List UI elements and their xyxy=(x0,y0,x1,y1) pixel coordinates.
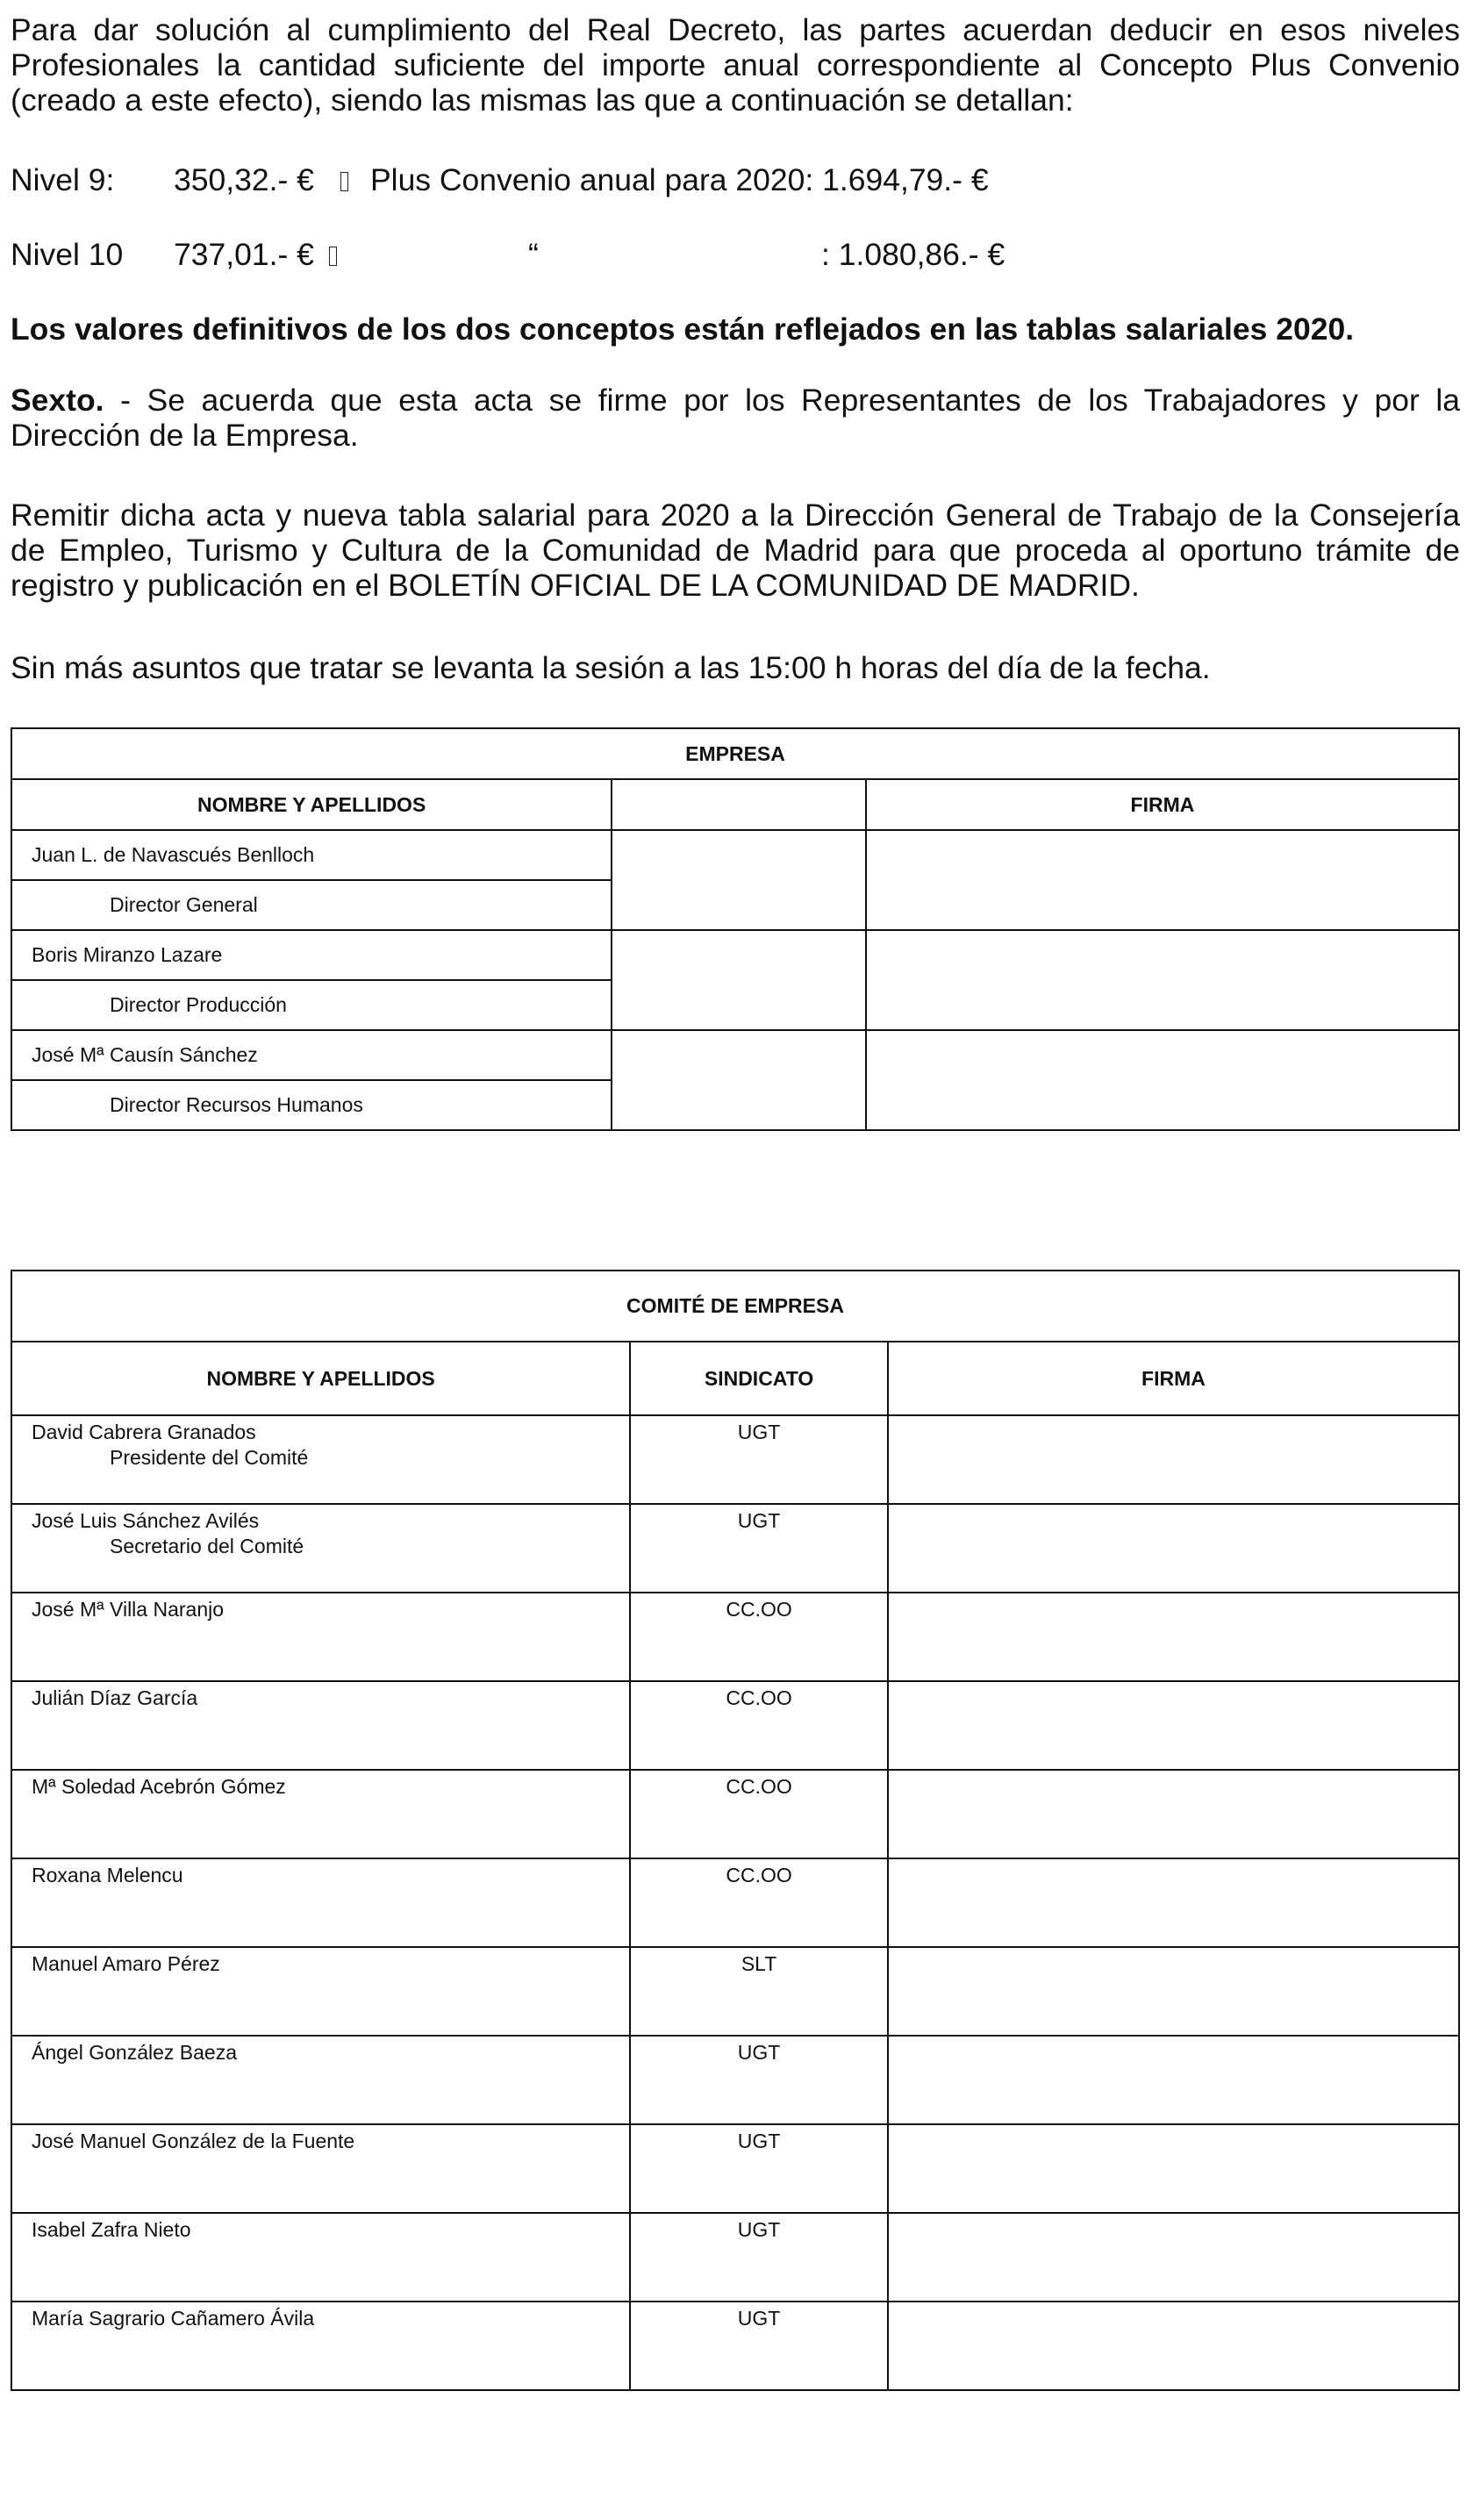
intro-paragraph xyxy=(11,12,1460,118)
member-name-cell xyxy=(11,2213,630,2302)
member-name: José Mª Villa Naranjo xyxy=(32,1598,225,1621)
signature-cell xyxy=(888,2036,1459,2124)
member-name: José Manuel González de la Fuente xyxy=(32,2130,355,2152)
member-name-cell xyxy=(11,2036,630,2124)
member-sindicato: UGT xyxy=(630,2302,888,2390)
missing-glyph-icon xyxy=(329,237,337,272)
column-header-name: NOMBRE Y APELLIDOS xyxy=(11,1342,630,1415)
member-sindicato: UGT xyxy=(630,2036,888,2124)
blank-cell xyxy=(612,830,866,930)
sexto-line xyxy=(11,383,1460,418)
intro-line: Para dar solución al cumplimiento del Real Decreto, las partes acuerdan deducir en esos niveles xyxy=(11,12,1460,47)
table-row xyxy=(11,1770,1459,1858)
table-row xyxy=(11,1858,1459,1947)
nivel-total: : 1.080,86.- € xyxy=(821,237,1005,272)
sexto-paragraph xyxy=(11,383,1460,453)
member-sindicato: SLT xyxy=(630,1947,888,2036)
blank-cell xyxy=(612,1030,866,1130)
column-header-firma: FIRMA xyxy=(888,1342,1459,1415)
member-name-cell xyxy=(11,1770,630,1858)
signature-cell xyxy=(888,1593,1459,1681)
member-name: Roxana Melencu xyxy=(32,1864,183,1886)
intro-line: Profesionales la cantidad suficiente del importe anual correspondiente al Concepto Plus Convenio xyxy=(11,47,1460,82)
blank-cell xyxy=(612,930,866,1030)
remitir-line: de Empleo, Turismo y Cultura de la Comunidad de Madrid para que proceda al oportuno trámite de xyxy=(11,533,1460,568)
member-name: Isabel Zafra Nieto xyxy=(32,2218,191,2241)
table-row xyxy=(11,1593,1459,1681)
table-row xyxy=(11,1504,1459,1593)
signature-cell xyxy=(888,1504,1459,1593)
column-header-name: NOMBRE Y APELLIDOS xyxy=(11,779,612,830)
sexto-line-2: Dirección de la Empresa. xyxy=(11,418,359,453)
table-row xyxy=(11,1415,1459,1504)
nivel-label: Nivel 9: xyxy=(11,162,115,197)
member-name: Manuel Amaro Pérez xyxy=(32,1952,220,1975)
member-role: Secretario del Comité xyxy=(110,1535,304,1557)
member-name-cell xyxy=(11,1858,630,1947)
remitir-line: Remitir dicha acta y nueva tabla salarial para 2020 a la Dirección General de Trabajo de la Consejería xyxy=(11,498,1460,533)
sexto-text: - Se acuerda que esta acta se firme por los Representantes de los Trabajadores y por la xyxy=(104,383,1460,418)
intro-line: (creado a este efecto), siendo las mismas las que a continuación se detallan: xyxy=(11,82,1074,118)
member-name: María Sagrario Cañamero Ávila xyxy=(32,2307,315,2330)
member-name-cell xyxy=(11,2124,630,2213)
remitir-paragraph xyxy=(11,498,1460,603)
member-name: Mª Soledad Acebrón Gómez xyxy=(32,1775,286,1798)
column-header-firma: FIRMA xyxy=(866,779,1459,830)
member-role: Director Producción xyxy=(11,980,612,1030)
member-sindicato: UGT xyxy=(630,2124,888,2213)
member-name-cell xyxy=(11,1504,630,1593)
signature-cell xyxy=(888,2213,1459,2302)
table-row xyxy=(11,830,1459,880)
member-name-cell xyxy=(11,1681,630,1770)
empresa-table-title: EMPRESA xyxy=(11,728,1459,779)
member-sindicato: CC.OO xyxy=(630,1593,888,1681)
nivel-concept: Plus Convenio anual para 2020: 1.694,79.- € xyxy=(370,162,989,197)
nivel-label: Nivel 10 xyxy=(11,237,124,272)
member-sindicato: UGT xyxy=(630,2213,888,2302)
closing-paragraph: Sin más asuntos que tratar se levanta la sesión a las 15:00 h horas del día de la fecha. xyxy=(11,650,1211,685)
nivel-amount: 350,32.- € xyxy=(174,162,314,197)
column-header-sindicato: SINDICATO xyxy=(630,1342,888,1415)
member-name: David Cabrera Granados xyxy=(32,1421,256,1443)
signature-cell xyxy=(866,1030,1459,1130)
table-row xyxy=(11,1947,1459,2036)
table-row xyxy=(11,1681,1459,1770)
comite-table-title: COMITÉ DE EMPRESA xyxy=(11,1271,1459,1342)
member-name: Juan L. de Navascués Benlloch xyxy=(11,830,612,880)
member-name: José Mª Causín Sánchez xyxy=(11,1030,612,1080)
signature-cell xyxy=(888,2302,1459,2390)
remitir-line: registro y publicación en el BOLETÍN OFICIAL DE LA COMUNIDAD DE MADRID. xyxy=(11,568,1140,603)
member-role: Director General xyxy=(11,880,612,930)
signature-cell xyxy=(866,830,1459,930)
comite-signature-table xyxy=(11,1270,1460,2391)
missing-glyph-icon xyxy=(340,162,348,197)
signature-cell xyxy=(866,930,1459,1030)
table-row xyxy=(11,2036,1459,2124)
member-name-cell xyxy=(11,1593,630,1681)
signature-cell xyxy=(888,2124,1459,2213)
member-sindicato: UGT xyxy=(630,1504,888,1593)
signature-cell xyxy=(888,1415,1459,1504)
member-name: Julián Díaz García xyxy=(32,1686,198,1709)
table-row xyxy=(11,2302,1459,2390)
member-name-cell xyxy=(11,1947,630,2036)
member-sindicato: CC.OO xyxy=(630,1858,888,1947)
member-name-cell xyxy=(11,1415,630,1504)
member-name: José Luis Sánchez Avilés xyxy=(32,1509,260,1532)
table-row xyxy=(11,1030,1459,1080)
member-sindicato: CC.OO xyxy=(630,1770,888,1858)
sexto-lead: Sexto. xyxy=(11,383,104,418)
signature-cell xyxy=(888,1858,1459,1947)
table-row xyxy=(11,930,1459,980)
signature-cell xyxy=(888,1770,1459,1858)
comite-table-body xyxy=(11,1415,1459,2390)
member-name-cell xyxy=(11,2302,630,2390)
signature-cell xyxy=(888,1947,1459,2036)
member-name: Ángel González Baeza xyxy=(32,2041,237,2064)
member-sindicato: UGT xyxy=(630,1415,888,1504)
member-sindicato: CC.OO xyxy=(630,1681,888,1770)
nivel-amount: 737,01.- € xyxy=(174,237,314,272)
empresa-signature-table xyxy=(11,727,1460,1131)
signature-cell xyxy=(888,1681,1459,1770)
member-role: Director Recursos Humanos xyxy=(11,1080,612,1130)
table-row xyxy=(11,2213,1459,2302)
member-name: Boris Miranzo Lazare xyxy=(11,930,612,980)
member-role: Presidente del Comité xyxy=(110,1446,309,1469)
bold-statement: Los valores definitivos de los dos conceptos están reflejados en las tablas salariales 2020. xyxy=(11,311,1355,347)
column-header-blank xyxy=(612,779,866,830)
table-row xyxy=(11,2124,1459,2213)
ditto-mark: “ xyxy=(528,237,539,272)
